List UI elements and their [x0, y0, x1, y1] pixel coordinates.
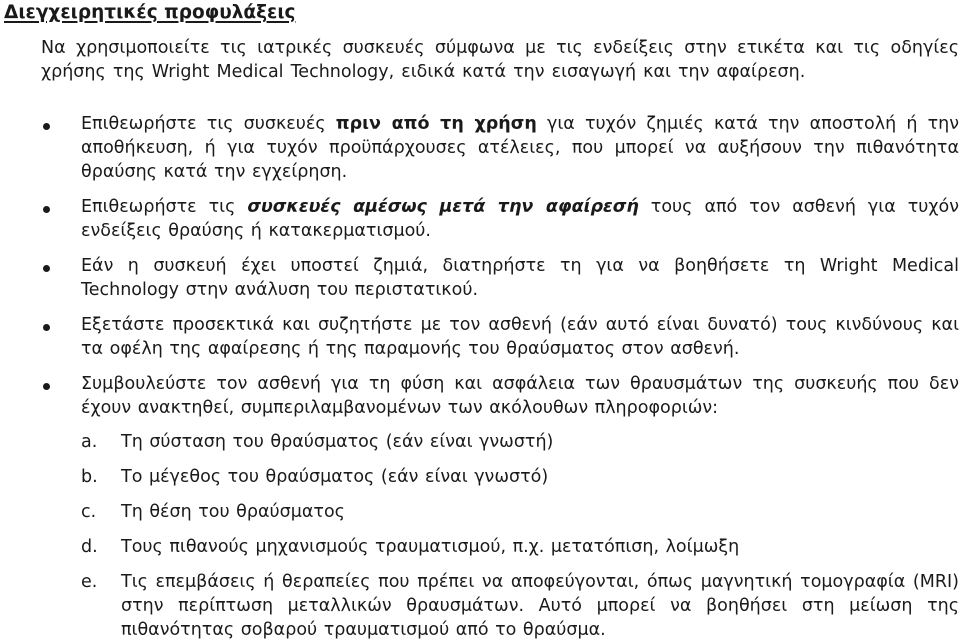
- item-text: Συμβουλεύστε τον ασθενή για τη φύση και ασφάλεια των θραυσμάτων της συσκευής που δεν έχουν ανακτηθεί, συμπεριλαμβανομένων των ακόλουθων πληροφοριών:: [81, 374, 959, 418]
- item-text: για τυχόν ζημιές κατά την αποστολή ή την αποθήκευση, ή για τυχόν προϋπάρχουσες ατέλειες, που μπορεί να αυξήσουν την πιθανότητα θραύσης κατά την εγχείρηση.: [81, 114, 960, 182]
- sub-list-item: [81, 500, 959, 524]
- list-item: [41, 112, 959, 184]
- item-emphasis: συσκευές αμέσως μετά την αφαίρεσή: [247, 197, 639, 217]
- sub-list-item: [81, 465, 959, 489]
- bullet-dot-icon: [43, 123, 50, 130]
- sub-item-letter: e.: [81, 572, 98, 592]
- sub-list-item: [81, 570, 959, 642]
- sub-item-text: Τη σύσταση του θραύσματος (εάν είναι γνωστή): [121, 432, 554, 452]
- item-emphasis: πριν από τη χρήση: [335, 114, 537, 134]
- list-item: [41, 313, 959, 361]
- sub-item-letter: d.: [81, 537, 98, 557]
- sub-item-text: Τους πιθανούς μηχανισμούς τραυματισμού, π.χ. μετατόπιση, λοίμωξη: [121, 537, 740, 557]
- sub-item-letter: c.: [81, 502, 97, 522]
- item-text: τους από τον ασθενή για τυχόν ενδείξεις θραύσης ή κατακερματισμού.: [81, 197, 959, 241]
- list-item: [41, 254, 959, 302]
- intro-paragraph: Να χρησιμοποιείτε τις ιατρικές συσκευές σύμφωνα με τις ενδείξεις στην ετικέτα και τις οδηγίες χρήσης της Wright Medical Technology, ειδικά κατά την εισαγωγή και την αφαίρεση.: [41, 38, 959, 82]
- bullet-dot-icon: [43, 383, 50, 390]
- item-text: Επιθεωρήστε τις: [81, 197, 248, 217]
- item-text: Εξετάστε προσεκτικά και συζητήστε με τον ασθενή (εάν αυτό είναι δυνατό) τους κινδύνους και τα οφέλη της αφαίρεσης ή της παραμονής του θραύσματος στον ασθενή.: [81, 315, 959, 359]
- sub-item-text: Τις επεμβάσεις ή θεραπείες που πρέπει να αποφεύγονται, όπως μαγνητική τομογραφία (MRI) στην περίπτωση μεταλλικών θραυσμάτων. Αυτό μπορεί να βοηθήσει στη μείωση της πιθανότητας σοβαρού τραυματισμού από το θραύσμα.: [121, 572, 959, 640]
- section-title: Διεγχειρητικές προφυλάξεις: [4, 2, 296, 23]
- sub-list-item: [81, 430, 959, 454]
- bullet-dot-icon: [43, 206, 50, 213]
- item-text: Εάν η συσκευή έχει υποστεί ζημιά, διατηρήστε τη για να βοηθήσετε τη Wright Medical Technology στην ανάλυση του περιστατικού.: [81, 256, 959, 300]
- bullet-dot-icon: [43, 265, 50, 272]
- information-sub-list: [81, 430, 959, 642]
- sub-item-text: Το μέγεθος του θραύσματος (εάν είναι γνωστό): [121, 467, 549, 487]
- list-item: [41, 372, 959, 642]
- list-item: [41, 195, 959, 243]
- precautions-list: [41, 112, 959, 642]
- sub-item-letter: b.: [81, 467, 98, 487]
- item-text: Επιθεωρήστε τις συσκευές: [81, 114, 336, 134]
- sub-list-item: [81, 535, 959, 559]
- bullet-dot-icon: [43, 324, 50, 331]
- sub-item-letter: a.: [81, 432, 98, 452]
- sub-item-text: Τη θέση του θραύσματος: [121, 502, 345, 522]
